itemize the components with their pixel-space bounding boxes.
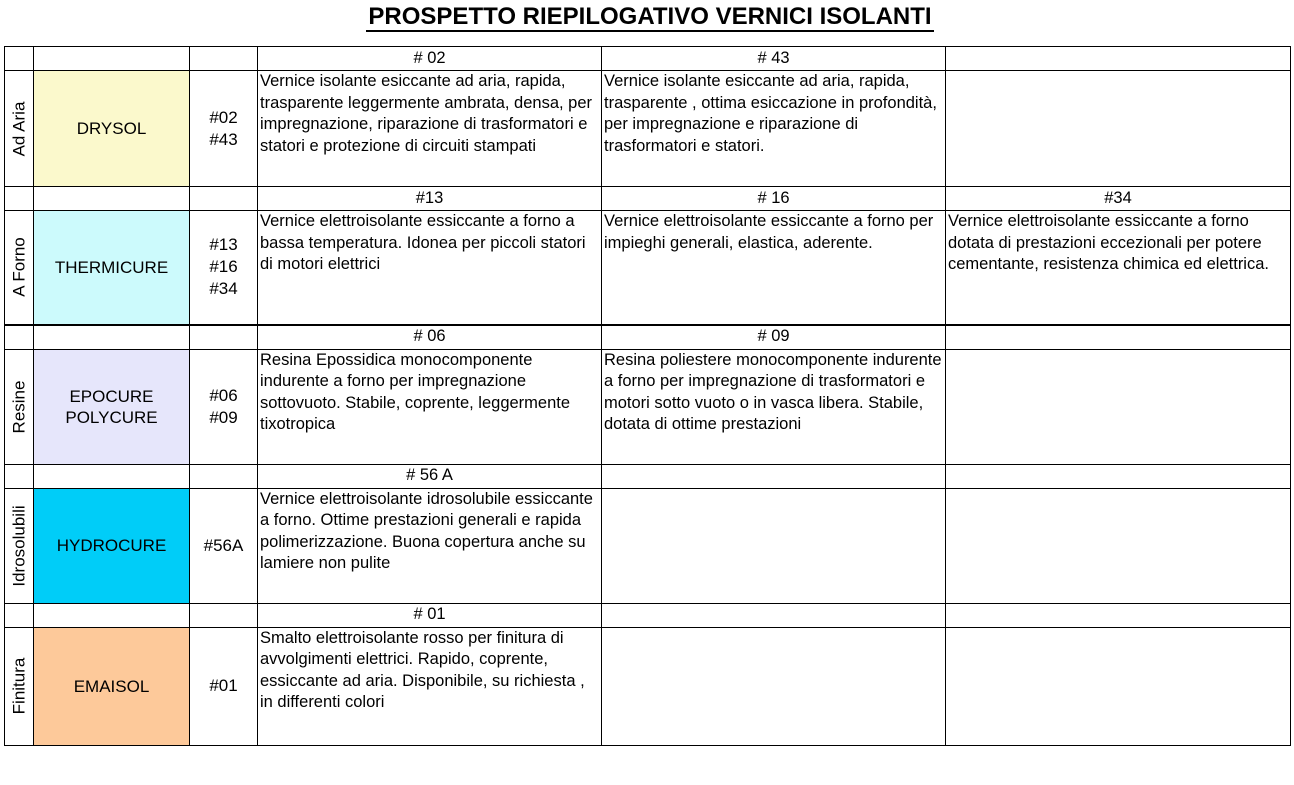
product-code-line: #09	[209, 407, 238, 427]
product-name-cell	[34, 627, 190, 745]
table-body	[5, 47, 1291, 746]
product-code-header	[602, 464, 946, 488]
title-text: PROSPETTO RIEPILOGATIVO VERNICI ISOLANTI	[368, 3, 932, 30]
empty-cell	[190, 603, 258, 627]
product-code-line: #56A	[203, 535, 244, 555]
empty-cell	[5, 603, 34, 627]
section-header-row	[5, 325, 1291, 350]
product-code-header	[946, 603, 1291, 627]
product-code-header: # 09	[602, 325, 946, 350]
description-cell	[946, 488, 1291, 603]
section-header-row	[5, 47, 1291, 71]
description-cell	[602, 627, 946, 745]
section-body-row	[5, 349, 1291, 464]
section-body-row	[5, 211, 1291, 325]
empty-cell	[190, 187, 258, 211]
section-body-row	[5, 71, 1291, 187]
category-cell	[5, 627, 34, 745]
product-codes-cell	[190, 211, 258, 325]
section-header-row	[5, 603, 1291, 627]
product-code-header: #13	[258, 187, 602, 211]
category-label: Idrosolubili	[9, 504, 29, 587]
product-code-line: #43	[209, 129, 238, 149]
product-code-header: # 56 A	[258, 464, 602, 488]
description-cell	[602, 488, 946, 603]
description-cell: Vernice elettroisolante essiccante a forno a bassa temperatura. Idonea per piccoli statori di motori elettrici	[258, 211, 602, 325]
product-code-header	[946, 325, 1291, 350]
product-code-line: #16	[209, 257, 238, 277]
section-header-row	[5, 187, 1291, 211]
product-code-line: #01	[209, 676, 238, 695]
empty-cell	[34, 603, 190, 627]
empty-cell	[34, 325, 190, 350]
product-code-line: #13	[209, 235, 238, 255]
empty-cell	[190, 325, 258, 350]
product-name-line: POLYCURE	[65, 407, 158, 427]
empty-cell	[5, 464, 34, 488]
product-code-header: # 06	[258, 325, 602, 350]
product-codes-cell	[190, 488, 258, 603]
description-cell	[946, 71, 1291, 187]
category-cell	[5, 349, 34, 464]
product-code-header: #34	[946, 187, 1291, 211]
product-name-line: DRYSOL	[76, 119, 147, 138]
empty-cell	[34, 47, 190, 71]
section-header-row	[5, 464, 1291, 488]
product-code-line: #06	[209, 385, 238, 405]
description-cell: Smalto elettroisolante rosso per finitura di avvolgimenti elettrici. Rapido, coprente, essiccante ad aria. Disponibile, su richiesta , in differenti colori	[258, 627, 602, 745]
description-cell: Vernice isolante esiccante ad aria, rapida, trasparente , ottima esiccazione in profondità, per impregnazione e riparazione di trasformatori e statori.	[602, 71, 946, 187]
section-body-row	[5, 627, 1291, 745]
product-code-line: #02	[209, 107, 238, 127]
category-cell	[5, 211, 34, 325]
description-cell: Vernice isolante esiccante ad aria, rapida, trasparente leggermente ambrata, densa, per impregnazione, riparazione di trasformatori e statori e protezione di circuiti stampati	[258, 71, 602, 187]
category-cell	[5, 71, 34, 187]
product-name-line: EMAISOL	[73, 676, 150, 696]
empty-cell	[5, 47, 34, 71]
page-title	[0, 3, 1294, 31]
description-cell: Vernice elettroisolante essiccante a forno dotata di prestazioni eccezionali per potere cementante, resistenza chimica ed elettrica.	[946, 211, 1291, 325]
description-cell: Vernice elettroisolante essiccante a forno per impieghi generali, elastica, aderente.	[602, 211, 946, 325]
description-cell	[946, 627, 1291, 745]
category-cell	[5, 488, 34, 603]
category-label: A Forno	[9, 237, 29, 298]
product-code-header	[602, 603, 946, 627]
product-name-cell	[34, 349, 190, 464]
category-label: Ad Aria	[9, 101, 29, 156]
empty-cell	[190, 47, 258, 71]
category-label: Resine	[9, 380, 29, 433]
product-name-line: HYDROCURE	[56, 536, 167, 555]
product-code-header	[946, 464, 1291, 488]
description-cell: Resina Epossidica monocomponente indurente a forno per impregnazione sottovuoto. Stabile, coprente, leggermente tixotropica	[258, 349, 602, 464]
empty-cell	[190, 464, 258, 488]
product-name-cell	[34, 71, 190, 187]
description-cell: Vernice elettroisolante idrosolubile essiccante a forno. Ottime prestazioni generali e rapida polimerizzazione. Buona copertura anche su lamiere non pulite	[258, 488, 602, 603]
section-body-row	[5, 488, 1291, 603]
product-codes-cell	[190, 627, 258, 745]
product-code-line: #34	[209, 279, 238, 299]
product-code-header: # 43	[602, 47, 946, 71]
product-name-cell	[34, 211, 190, 325]
product-name-line: EPOCURE	[69, 386, 154, 406]
description-cell: Resina poliestere monocomponente indurente a forno per impregnazione di trasformatori e motori sotto vuoto o in vasca libera. Stabile, dotata di ottime prestazioni	[602, 349, 946, 464]
empty-cell	[5, 187, 34, 211]
product-code-header	[946, 47, 1291, 71]
description-cell	[946, 349, 1291, 464]
product-codes-cell	[190, 71, 258, 187]
product-code-header: # 01	[258, 603, 602, 627]
empty-cell	[34, 187, 190, 211]
product-code-header: # 02	[258, 47, 602, 71]
empty-cell	[5, 325, 34, 350]
product-codes-cell	[190, 349, 258, 464]
empty-cell	[34, 464, 190, 488]
category-label: Finitura	[9, 657, 29, 715]
product-code-header: # 16	[602, 187, 946, 211]
product-name-cell	[34, 488, 190, 603]
summary-table	[4, 46, 1291, 746]
product-name-line: THERMICURE	[54, 257, 169, 277]
